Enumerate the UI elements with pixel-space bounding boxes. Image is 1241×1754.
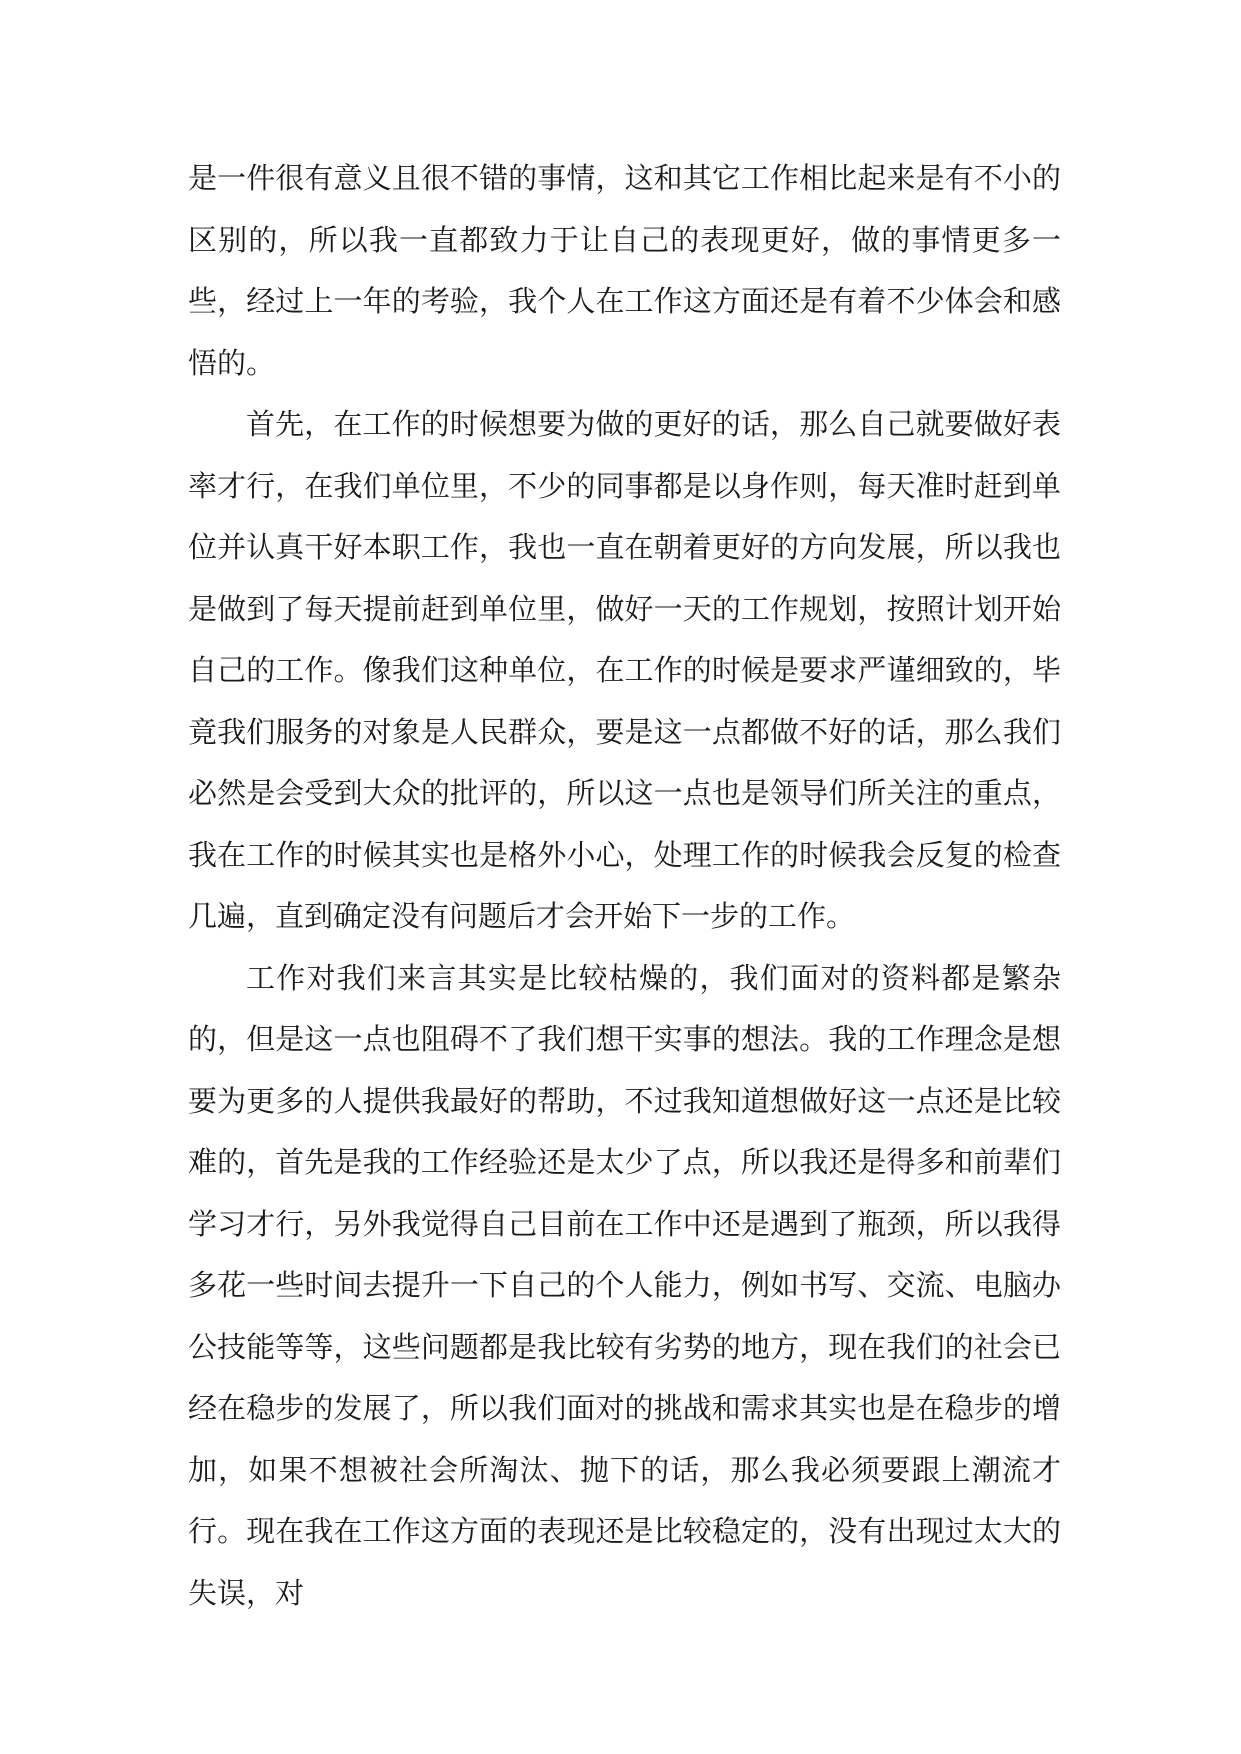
paragraph-1: 是一件很有意义且很不错的事情，这和其它工作相比起来是有不小的区别的，所以我一直都致力于让自己的表现更好，做的事情更多一些，经过上一年的考验，我个人在工作这方面还是有着不少体会和感悟的。 — [188, 161, 1061, 380]
paragraph-2: 首先，在工作的时候想要为做的更好的话，那么自己就要做好表率才行，在我们单位里，不少的同事都是以身作则，每天准时赶到单位并认真干好本职工作，我也一直在朝着更好的方向发展，所以我也是做到了每天提前赶到单位里，做好一天的工作规划，按照计划开始自己的工作。像我们这种单位，在工作的时候是要求严谨细致的，毕竟我们服务的对象是人民群众，要是这一点都做不好的话，那么我们必然是会受到大众的批评的，所以这一点也是领导们所关注的重点，我在工作的时候其实也是格外小心，处理工作的时候我会反复的检查几遍，直到确定没有问题后才会开始下一步的工作。 — [188, 407, 1061, 933]
document-body — [188, 148, 1061, 1624]
paragraph-3: 工作对我们来言其实是比较枯燥的，我们面对的资料都是繁杂的，但是这一点也阻碍不了我们想干实事的想法。我的工作理念是想要为更多的人提供我最好的帮助，不过我知道想做好这一点还是比较难的，首先是我的工作经验还是太少了点，所以我还是得多和前辈们学习才行，另外我觉得自己目前在工作中还是遇到了瓶颈，所以我得多花一些时间去提升一下自己的个人能力，例如书写、交流、电脑办公技能等等，这些问题都是我比较有劣势的地方，现在我们的社会已经在稳步的发展了，所以我们面对的挑战和需求其实也是在稳步的增加，如果不想被社会所淘汰、抛下的话，那么我必须要跟上潮流才行。现在我在工作这方面的表现还是比较稳定的，没有出现过太大的失误，对 — [188, 960, 1061, 1610]
